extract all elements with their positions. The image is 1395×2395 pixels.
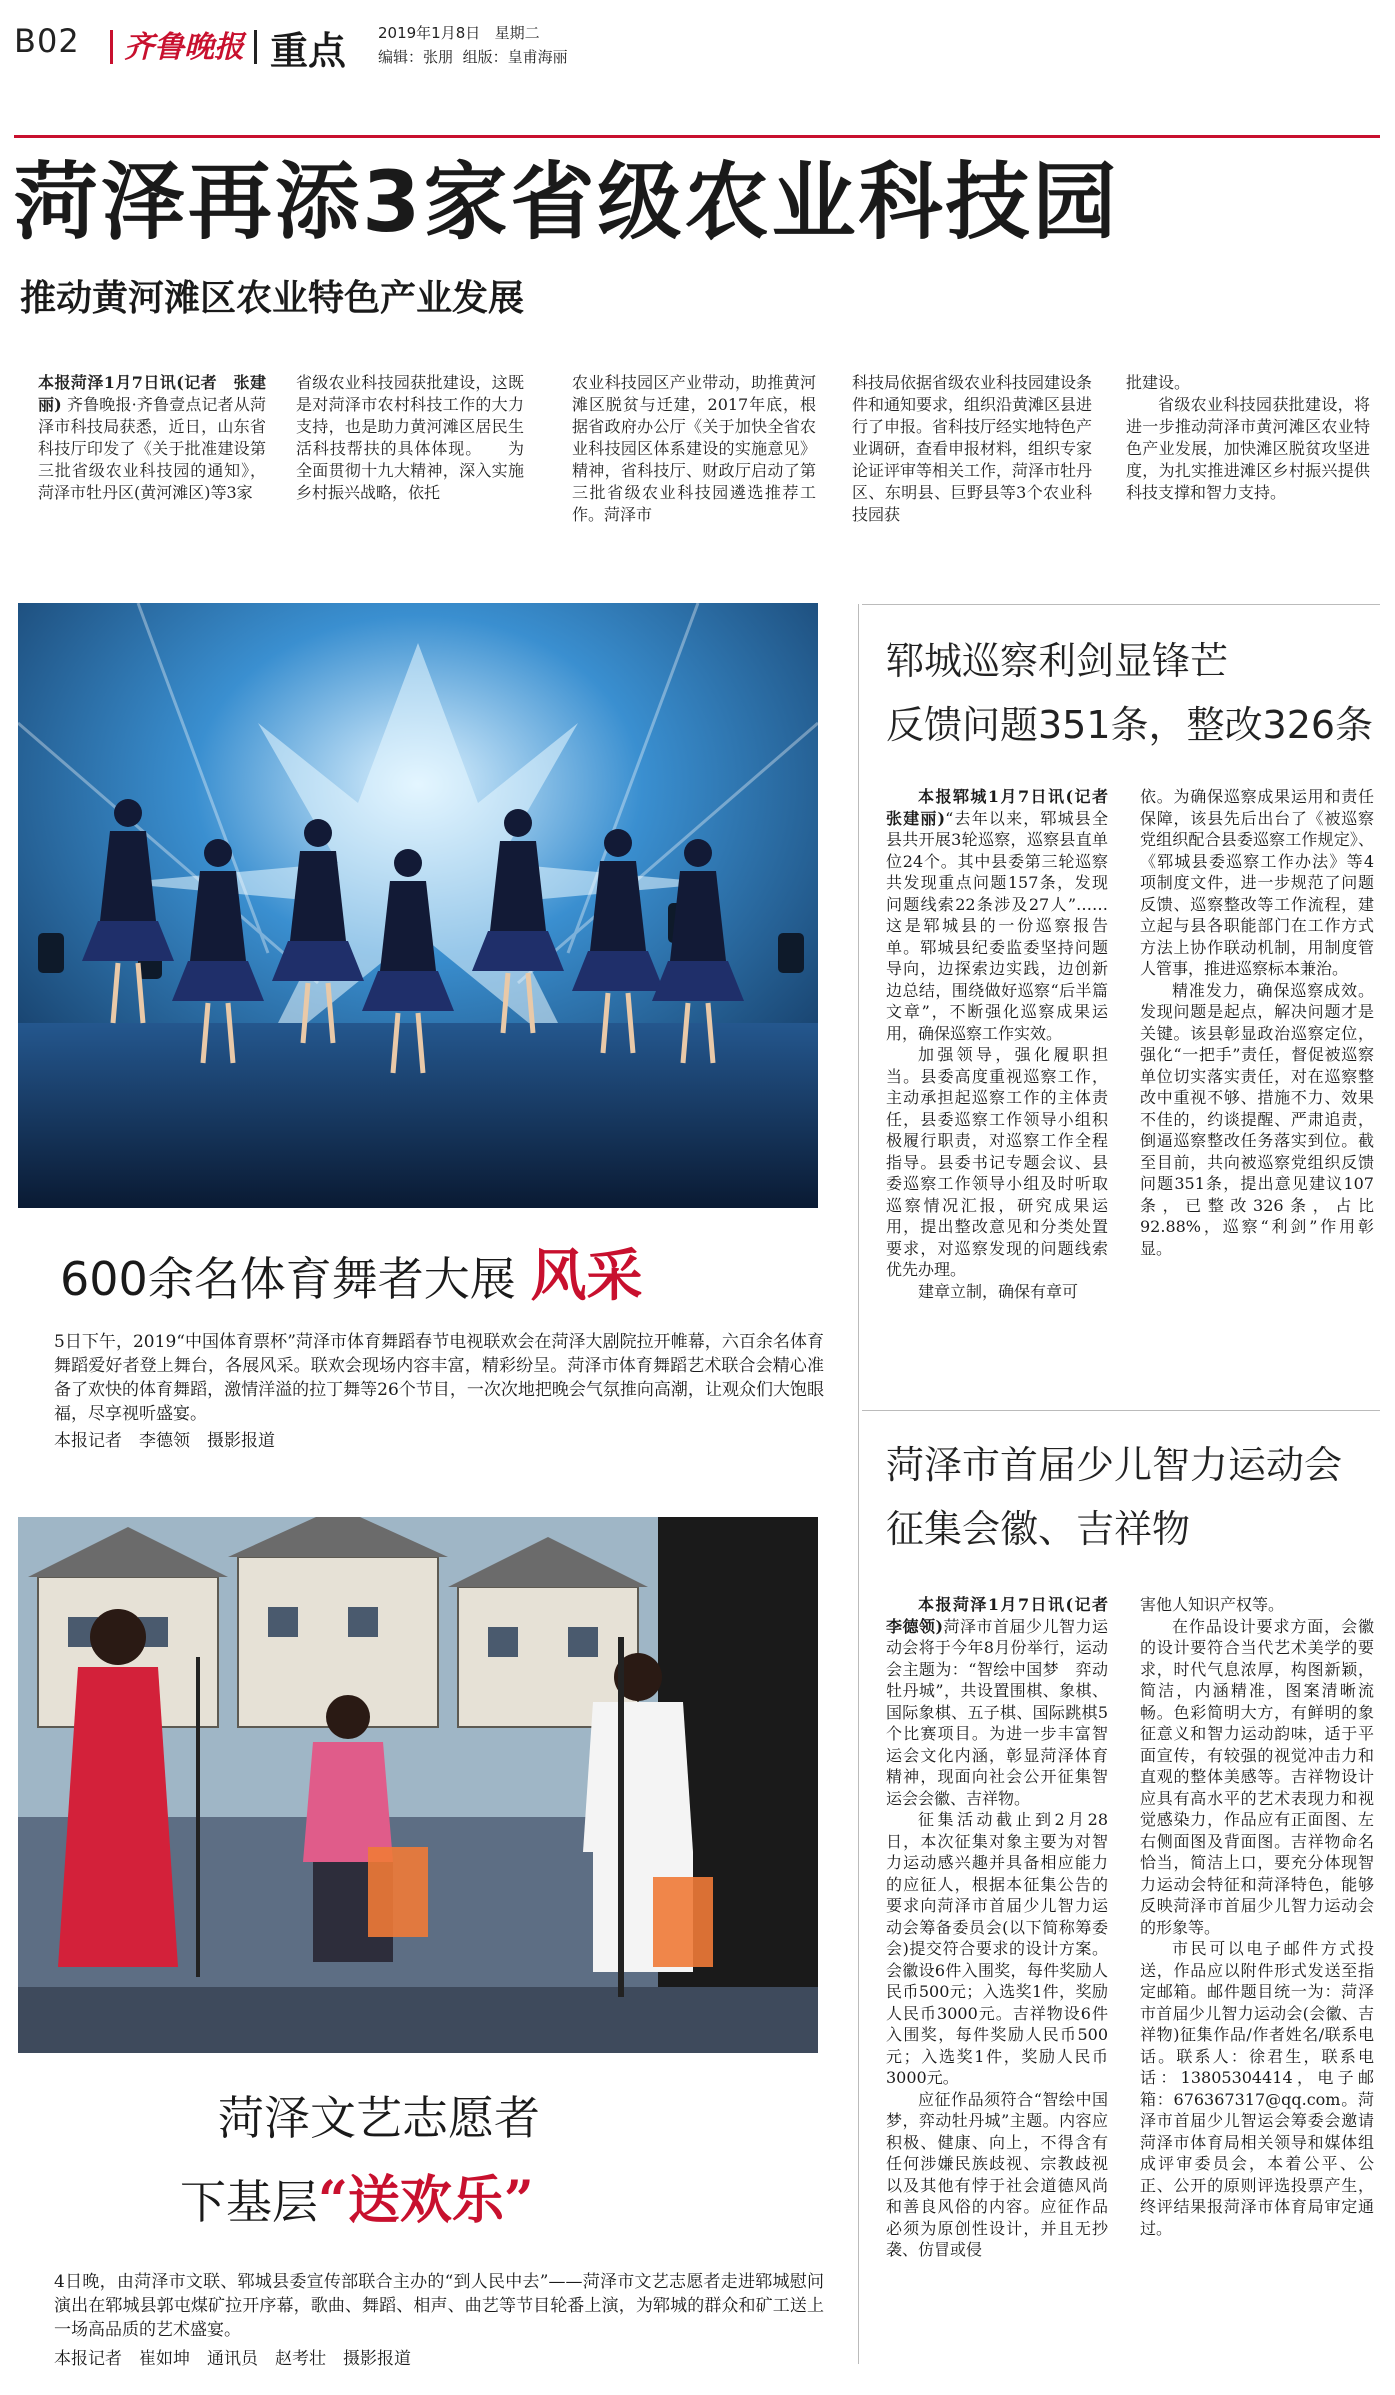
- lead-col-4: 科技局依据省级农业科技园建设条件和通知要求，组织沿黄滩区县进行了申报。省科技厅经实地特色产业调研，查看申报材料，组织专家论证评审等相关工作，菏泽市牡丹区、东明县、巨野县等3个农业科技园获: [852, 373, 1093, 524]
- editor: 编辑：张朋: [378, 48, 454, 66]
- layout-editor: 组版：皇甫海丽: [462, 48, 568, 66]
- photo1-title-highlight: 风采: [530, 1243, 643, 1309]
- story3-top-rule: [862, 1410, 1380, 1411]
- section-name: 重点: [270, 29, 347, 73]
- story3-col-1: [886, 1594, 1125, 2261]
- photo2-title-highlight: “送欢乐”: [318, 2170, 534, 2231]
- date: 2019年1月8日: [378, 24, 481, 42]
- lead-col-3: 农业科技园区产业带动，助推黄河滩区脱贫与迁建，2017年底，根据省政府办公厅《关于加快全省农业科技园区体系建设的实施意见》精神，省科技厅、财政厅启动了第三批省级农业科技园遴选推荐工作。菏泽市: [572, 373, 816, 524]
- story2-col-2: [1140, 786, 1374, 1259]
- story2-top-rule: [862, 604, 1380, 605]
- story2-col2-p1: 依。为确保巡察成果运用和责任保障，该县先后出台了《被巡察党组织配合县委巡察工作规定》、《郓城县委巡察工作办法》等4项制度文件，进一步规范了问题反馈、巡察整改等工作流程，建立起与县各职能部门在工作方式方法上协作联动机制，用制度管人管事，推进巡察标本兼治。: [1140, 787, 1374, 978]
- story2-col2-p2: 精准发力，确保巡察成效。发现问题是起点，解决问题才是关键。该县彰显政治巡察定位，强化“一把手”责任，督促被巡察单位切实落实责任，对在巡察整改中重视不够、措施不力、效果不佳的，约谈提醒、严肃追责，倒逼巡察整改任务落实到位。截至目前，共向被巡察党组织反馈问题351条，提出意见建议107条，已整改326条，占比92.88%，巡察“利剑”作用彰显。: [1140, 980, 1374, 1258]
- photo2-title-plain: 下基层: [180, 2175, 318, 2229]
- header-rule: [14, 135, 1380, 138]
- issue-date: [378, 22, 540, 43]
- story3-col1-p2: 征集活动截止到2月28日，本次征集对象主要为对智力运动感兴趣并具备相应能力的应征人，根据本征集公告的要求向菏泽市首届少儿智力运动会筹备委员会(以下简称筹委会)提交符合要求的设计方案。会徽设6件入围奖，每件奖励人民币500元；入选奖1件，奖励人民币3000元。吉祥物设6件入围奖，每件奖励人民币500元；入选奖1件，奖励人民币3000元。: [886, 1810, 1108, 2087]
- photo1-title: [60, 1232, 642, 1312]
- column-divider: [858, 604, 859, 2364]
- lead-col-5b: 省级农业科技园获批建设，将进一步推动菏泽市黄河滩区农业特色产业发展，加快滩区脱贫攻坚进度，为扎实推进滩区乡村振兴提供科技支撑和智力支持。: [1126, 395, 1370, 502]
- lead-col-5: [1126, 372, 1370, 504]
- editor-credits: [378, 46, 568, 67]
- lead-dateline: 本报菏泽1月7日讯(记者 张建丽): [38, 373, 266, 414]
- header-divider: [110, 30, 113, 64]
- lead-col-5a: 批建设。: [1126, 373, 1191, 392]
- story2-col1-p1: “去年以来，郓城县全县共开展3轮巡察，巡察县直单位24个。其中县委第三轮巡察共发现重点问题157条，发现问题线索22条涉及27人”……这是郓城县的一份巡察报告单。郓城县纪委监委坚持问题导向，边探索边实践，边创新边总结，围绕做好巡察“后半篇文章”，不断强化巡察成果运用，确保巡察工作实效。: [886, 808, 1108, 1043]
- story2-title-line2: 反馈问题351条，整改326条: [886, 703, 1374, 747]
- volunteer-performance-photo: [18, 1517, 818, 2053]
- story2-col-1: [886, 786, 1125, 1302]
- photo2-credit: 本报记者 崔如坤 通讯员 赵考壮 摄影报道: [54, 2349, 411, 2369]
- photo2-caption: 4日晚，由菏泽市文联、郓城县委宣传部联合主办的“到人民中去”——菏泽市文艺志愿者走进郓城慰问演出在郓城县郭屯煤矿拉开序幕，歌曲、舞蹈、相声、曲艺等节目轮番上演，为郓城的群众和矿工送上一场高品质的艺术盛宴。: [54, 2272, 824, 2340]
- story3-dateline: 本报菏泽1月7日讯(记者 李德领): [886, 1595, 1125, 1636]
- story3-col1-p3: 应征作品须符合“智绘中国梦，弈动牡丹城”主题。内容应积极、健康、向上，不得含有任何涉嫌民族歧视、宗教歧视以及其他有悖于社会道德风尚和善良风俗的内容。应征作品必须为原创性设计，并且无抄袭、仿冒或侵: [886, 2089, 1108, 2259]
- photo1-credit: 本报记者 李德领 摄影报道: [54, 1431, 275, 1451]
- photo2-title-line1: 菏泽文艺志愿者: [218, 2091, 540, 2145]
- story2-title-line1: 郓城巡察利剑显锋芒: [886, 639, 1229, 683]
- story3-col2-p1: 害他人知识产权等。: [1140, 1595, 1285, 1614]
- dance-performance-photo: [18, 603, 818, 1208]
- story2-col1-p2: 加强领导，强化履职担当。县委高度重视巡察工作，主动承担起巡察工作的主体责任，县委巡察工作领导小组积极履行职责，对巡察工作全程指导。县委书记专题会议、县委巡察工作领导小组及时听取巡察情况汇报，研究成果运用，提出整改意见和分类处置要求，对巡察发现的问题线索优先办理。: [886, 1045, 1108, 1279]
- weekday: 星期二: [494, 24, 540, 42]
- lead-col-1: [38, 372, 266, 504]
- page-number: B02: [14, 22, 80, 60]
- photo1-title-plain: 600余名体育舞者大展: [60, 1252, 516, 1306]
- header-divider-2: [254, 30, 257, 64]
- newspaper-logo: 齐鲁晚报: [124, 30, 244, 65]
- story2-col1-p3: 建章立制，确保有章可: [918, 1281, 1079, 1301]
- photo1-caption: 5日下午，2019“中国体育票杯”菏泽市体育舞蹈春节电视联欢会在菏泽大剧院拉开帷幕，六百余名体育舞蹈爱好者登上舞台，各展风采。联欢会现场内容丰富，精彩纷呈。菏泽市体育舞蹈艺术联合会精心准备了欢快的体育舞蹈，激情洋溢的拉丁舞等26个节目，一次次地把晚会气氛推向高潮，让观众们大饱眼福，尽享视听盛宴。: [54, 1332, 824, 1424]
- story3-col2-p2: 在作品设计要求方面，会徽的设计要符合当代艺术美学的要求，时代气息浓厚，构图新颖，简洁，内涵精准，图案清晰流畅。色彩简明大方，有鲜明的象征意义和智力运动韵味，适于平面宣传，有较强的视觉冲击力和直观的整体美感等。吉祥物设计应具有高水平的艺术表现力和视觉感染力，作品应有正面图、左右侧面图及背面图。吉祥物命名恰当，简洁上口，要充分体现智力运动会特征和菏泽特色，能够反映菏泽市首届少儿智力运动会的形象等。: [1140, 1616, 1374, 1937]
- photo2-title-line2: [180, 2158, 534, 2233]
- story2-dateline: 本报郓城1月7日讯(记者 张建丽): [886, 787, 1125, 828]
- story3-col-2: [1140, 1594, 1374, 2239]
- lead-col-1-text: 齐鲁晚报·齐鲁壹点记者从菏泽市科技局获悉，近日，山东省科技厅印发了《关于批准建设第三批省级农业科技园的通知》，菏泽市牡丹区(黄河滩区)等3家: [38, 395, 266, 502]
- lead-subhead: 推动黄河滩区农业特色产业发展: [20, 278, 525, 319]
- story3-title-line1: 菏泽市首届少儿智力运动会: [886, 1443, 1343, 1487]
- story3-col2-p3: 市民可以电子邮件方式投送，作品应以附件形式发送至指定邮箱。邮件题目统一为：菏泽市首届少儿智力运动会(会徽、吉祥物)征集作品/作者姓名/联系电话。联系人：徐君生，联系电话：13805304414，电子邮箱：676367317@qq.com。菏泽市首届少儿智运会筹委会邀请菏泽市体育局相关领导和媒体组成评审委员会，本着公平、公正、公开的原则评选投票产生，终评结果报菏泽市体育局审定通过。: [1140, 1939, 1374, 2238]
- lead-col-2: 省级农业科技园获批建设，这既是对菏泽市农村科技工作的大力支持，也是助力黄河滩区居民生活科技帮扶的具体体现。 为全面贯彻十九大精神，深入实施乡村振兴战略，依托: [296, 373, 524, 502]
- story3-title-line2: 征集会徽、吉祥物: [886, 1507, 1191, 1551]
- lead-headline: 菏泽再添3家省级农业科技园: [14, 153, 1120, 251]
- story3-col1-p1: 菏泽市首届少儿智力运动会将于今年8月份举行，运动会主题为：“智绘中国梦 弈动牡丹城”，共设置围棋、象棋、国际象棋、五子棋、国际跳棋5个比赛项目。为进一步丰富智运会文化内涵，彰显菏泽体育精神，现面向社会公开征集智运会会徽、吉祥物。: [886, 1616, 1108, 1808]
